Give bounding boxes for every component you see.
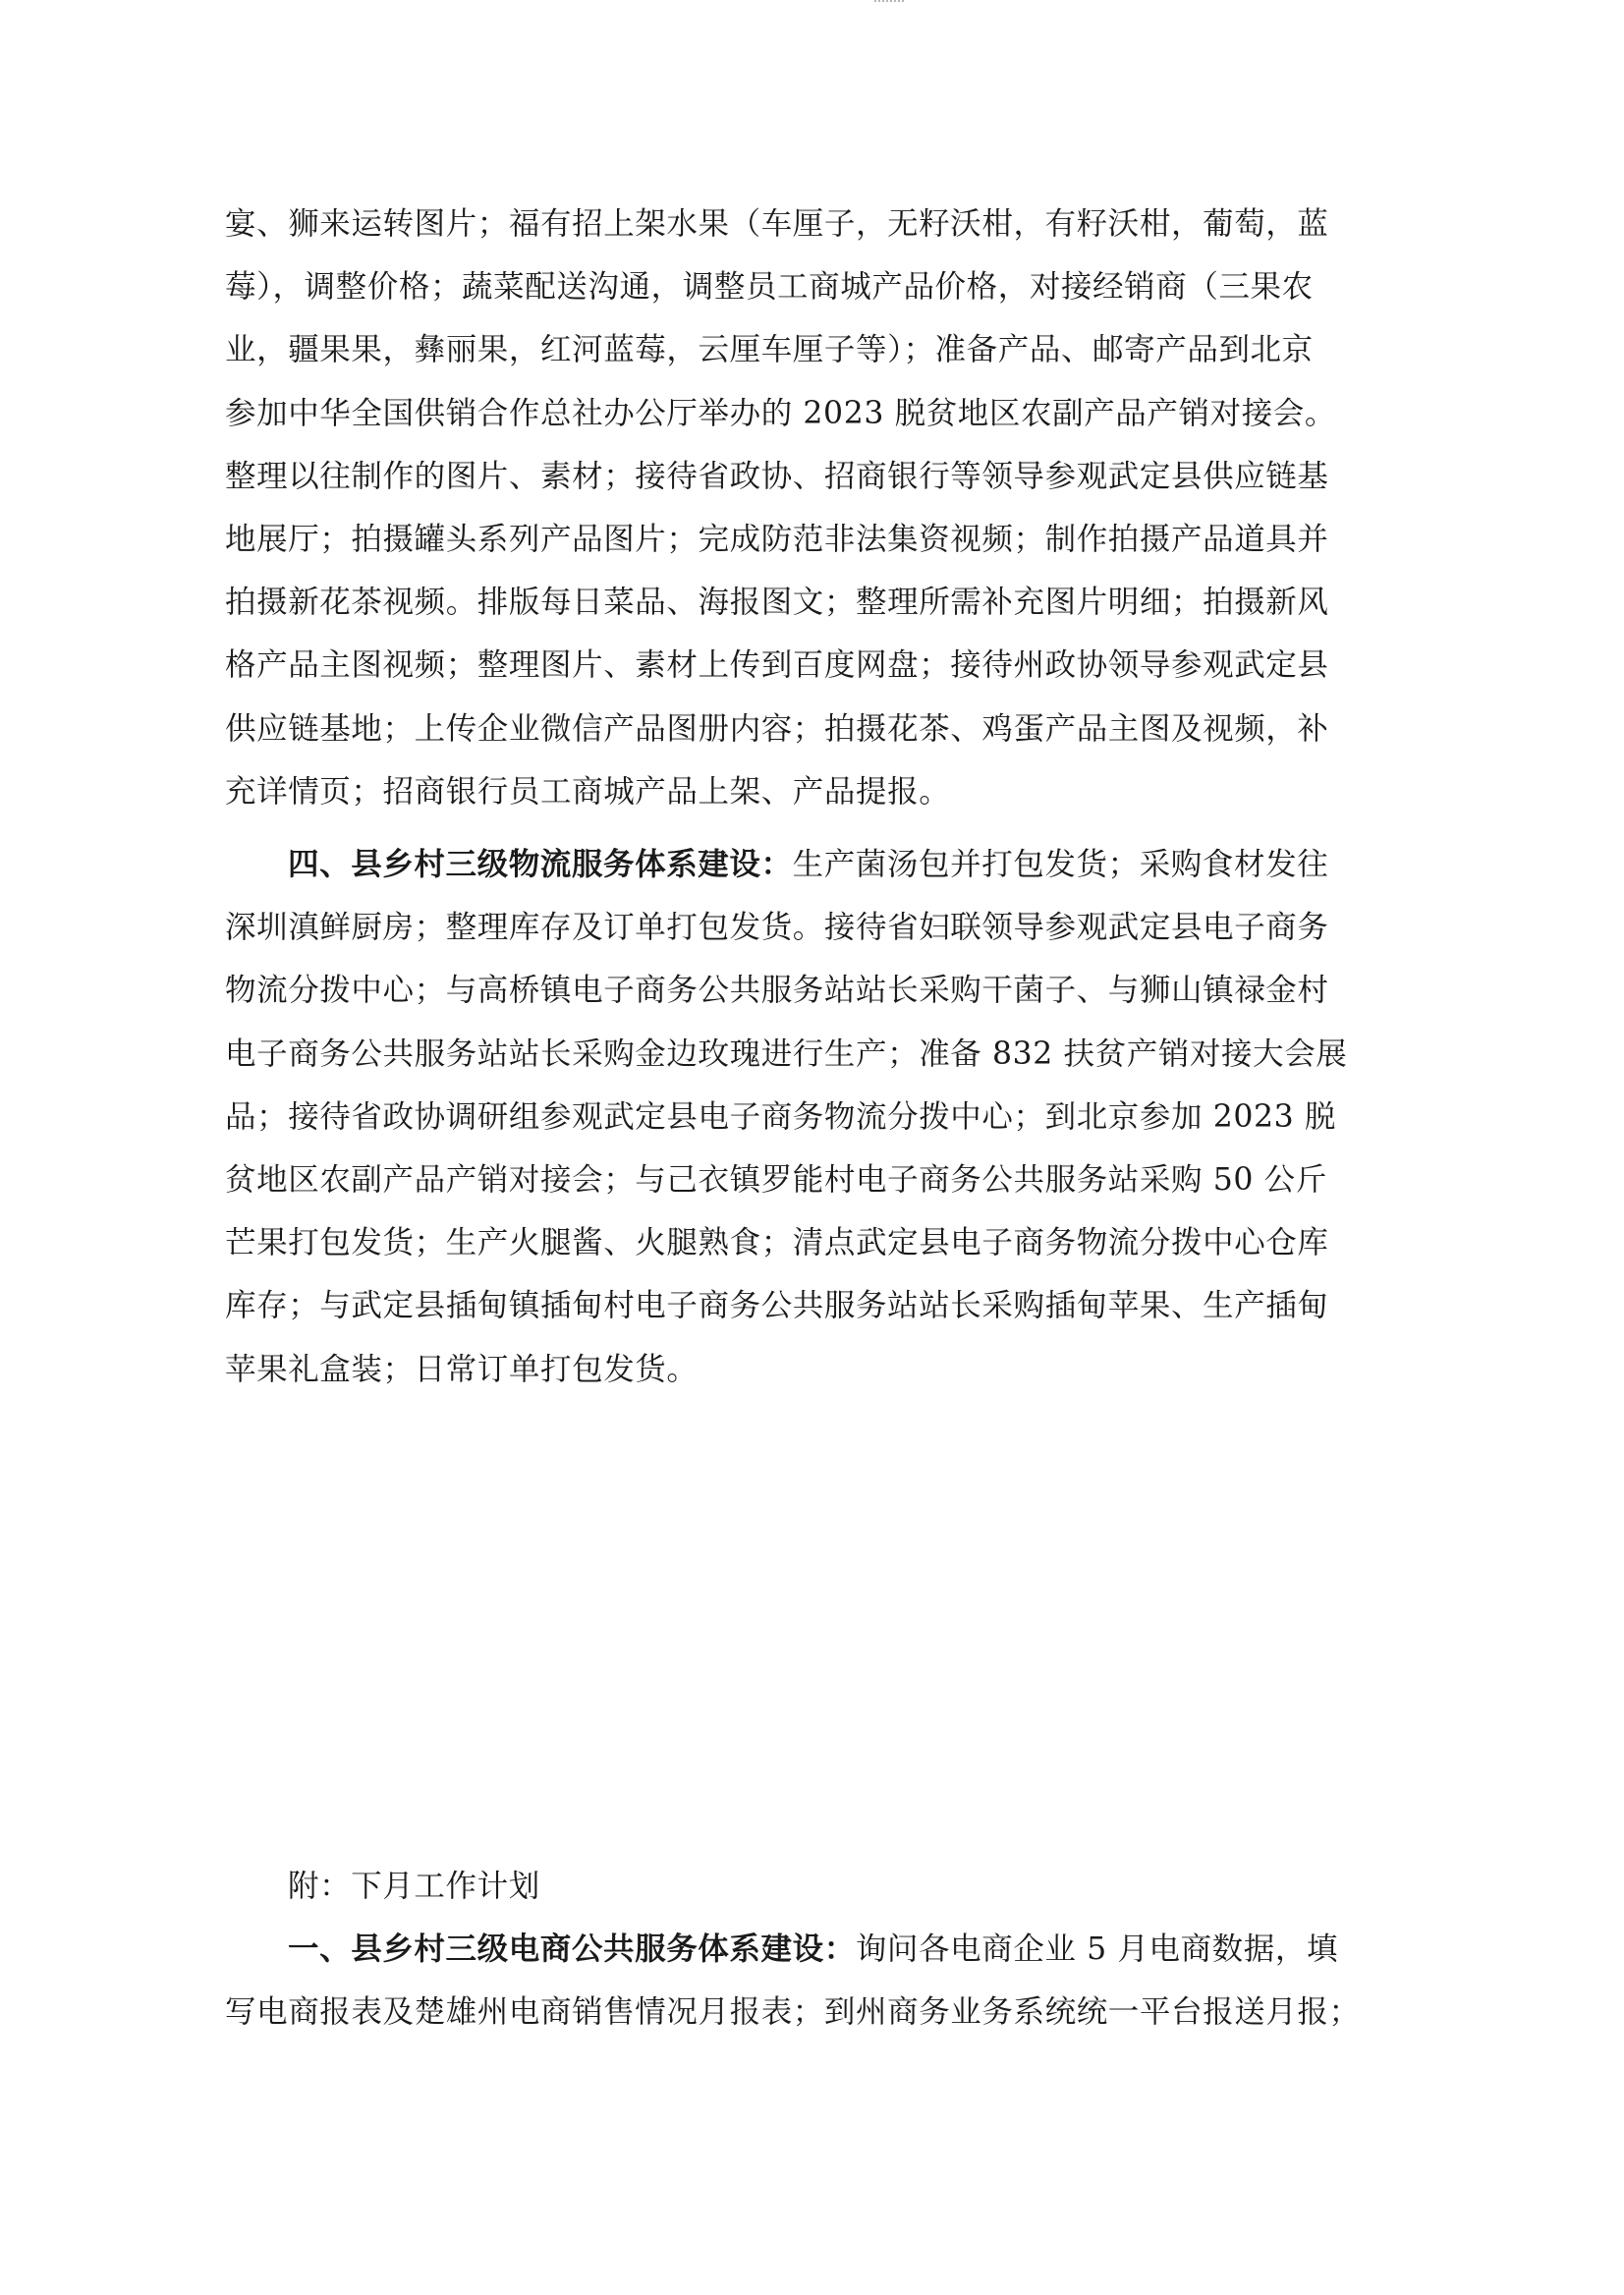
section-four-paragraph	[225, 833, 1355, 1401]
appendix-section-one-first-text: 询问各电商企业 5 月电商数据，填	[855, 1931, 1339, 1968]
paragraph-line: 莓），调整价格；蔬菜配送沟通，调整员工商城产品价格，对接经销商（三果农	[225, 269, 1314, 306]
top-paragraph	[225, 193, 1355, 823]
appendix-title: 附：下月工作计划	[288, 1869, 540, 1904]
paragraph-line: 电子商务公共服务站站长采购金边玫瑰进行生产；准备 832 扶贫产销对接大会展	[225, 1036, 1348, 1072]
paragraph-line: 拍摄新花茶视频。排版每日菜品、海报图文；整理所需补充图片明细；拍摄新风	[225, 585, 1329, 621]
paragraph-line: 整理以往制作的图片、素材；接待省政协、招商银行等领导参观武定县供应链基	[225, 458, 1329, 494]
scan-artifact-mark	[874, 0, 904, 8]
paragraph-line: 供应链基地；上传企业微信产品图册内容；拍摄花茶、鸡蛋产品主图及视频，补	[225, 710, 1329, 747]
paragraph-line: 参加中华全国供销合作总社办公厅举办的 2023 脱贫地区农副产品产销对接会。	[225, 395, 1336, 431]
paragraph-line: 物流分拨中心；与高桥镇电子商务公共服务站站长采购干菌子、与狮山镇禄金村	[225, 973, 1329, 1009]
appendix-section	[225, 1855, 1361, 2044]
paragraph-line: 格产品主图视频；整理图片、素材上传到百度网盘；接待州政协领导参观武定县	[225, 647, 1329, 684]
appendix-section-one-heading: 一、县乡村三级电商公共服务体系建设：	[288, 1931, 856, 1968]
paragraph-line: 品；接待省政协调研组参观武定县电子商务物流分拨中心；到北京参加 2023 脱	[225, 1098, 1336, 1135]
section-four-first-line-text: 生产菌汤包并打包发货；采购食材发往	[792, 847, 1329, 882]
paragraph-line: 充详情页；招商银行员工商城产品上架、产品提报。	[225, 773, 951, 810]
paragraph-line: 写电商报表及楚雄州电商销售情况月报表；到州商务业务系统统一平台报送月报；	[225, 1994, 1361, 2031]
paragraph-line: 贫地区农副产品产销对接会；与己衣镇罗能村电子商务公共服务站采购 50 公斤	[225, 1161, 1327, 1198]
paragraph-line: 芒果打包发货；生产火腿酱、火腿熟食；清点武定县电子商务物流分拨中心仓库	[225, 1225, 1329, 1261]
paragraph-line: 库存；与武定县插甸镇插甸村电子商务公共服务站站长采购插甸苹果、生产插甸	[225, 1288, 1329, 1324]
paragraph-line: 地展厅；拍摄罐头系列产品图片；完成防范非法集资视频；制作拍摄产品道具并	[225, 521, 1329, 557]
paragraph-line: 业，疆果果，彝丽果，红河蓝莓，云厘车厘子等）；准备产品、邮寄产品到北京	[225, 332, 1314, 368]
section-four-heading: 四、县乡村三级物流服务体系建设：	[288, 846, 793, 882]
paragraph-line: 宴、狮来运转图片；福有招上架水果（车厘子，无籽沃柑，有籽沃柑，葡萄，蓝	[225, 206, 1329, 242]
section-four-first-line	[225, 833, 1355, 896]
paragraph-line: 苹果礼盒装；日常订单打包发货。	[225, 1351, 699, 1387]
appendix-section-one-first-line	[225, 1918, 1355, 1981]
paragraph-line: 深圳滇鲜厨房；整理库存及订单打包发货。接待省妇联领导参观武定县电子商务	[225, 910, 1329, 946]
